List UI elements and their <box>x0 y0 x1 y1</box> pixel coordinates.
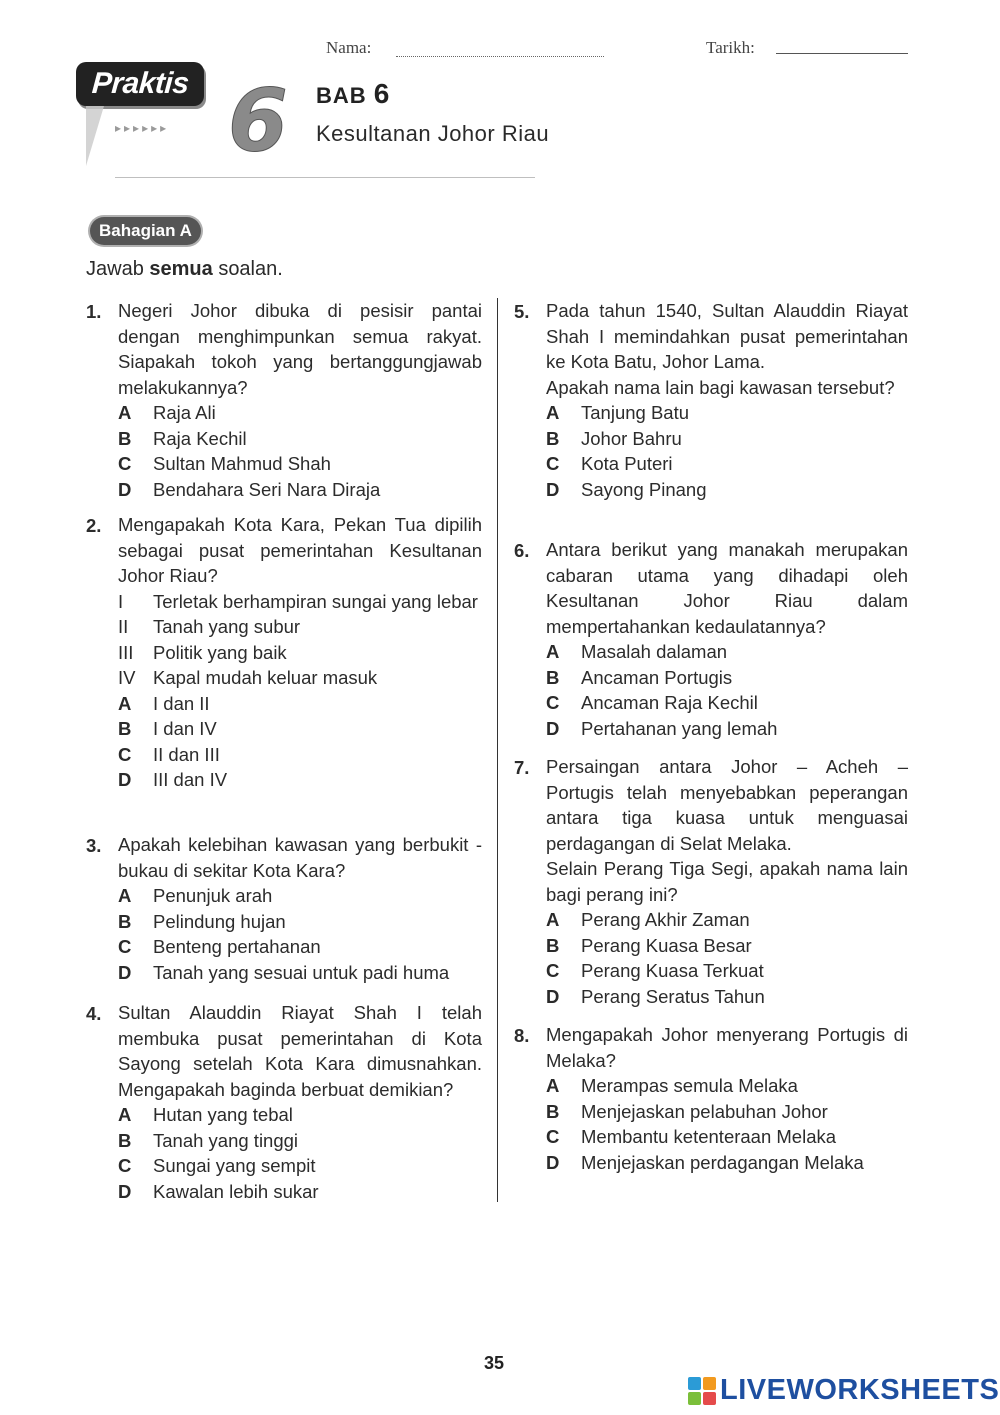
option-c[interactable] <box>546 690 908 716</box>
question-text: Negeri Johor dibuka di pesisir pantai dengan menghimpunkan semua rakyat. Siapakah tokoh yang bertanggungjawab melakukannya? <box>118 300 482 398</box>
option-text: Tanjung Batu <box>581 402 690 423</box>
question-text: Mengapakah Johor menyerang Portugis di Melaka? <box>546 1024 908 1071</box>
question-7 <box>514 754 908 1009</box>
bab-number: 6 <box>373 78 391 109</box>
option-text: Kawalan lebih sukar <box>153 1180 319 1202</box>
option-d[interactable] <box>546 984 908 1010</box>
option-b[interactable] <box>118 716 482 742</box>
option-d[interactable] <box>118 1179 482 1205</box>
option-label: B <box>118 718 132 739</box>
option-text: Menjejaskan pelabuhan Johor <box>581 1100 828 1122</box>
option-c[interactable] <box>546 958 908 984</box>
question-1 <box>86 298 482 502</box>
question-2 <box>86 512 482 793</box>
option-text: Perang Kuasa Besar <box>581 934 752 956</box>
option-text: Raja Kechil <box>153 427 247 449</box>
section-badge: Bahagian A <box>90 217 201 245</box>
option-label: B <box>118 427 132 449</box>
instruction-prefix: Jawab <box>86 258 144 280</box>
option-label: D <box>546 717 560 739</box>
question-5 <box>514 298 908 502</box>
question-number: 8. <box>514 1025 530 1046</box>
option-text: Perang Kuasa Terkuat <box>581 960 764 981</box>
option-label: A <box>546 641 560 662</box>
statement-iii <box>118 640 482 666</box>
option-label: C <box>546 1126 560 1147</box>
option-d[interactable] <box>118 767 482 793</box>
option-a[interactable] <box>546 400 908 426</box>
question-number: 1. <box>86 301 102 322</box>
column-divider <box>497 298 498 1202</box>
option-text: I dan IV <box>153 718 217 739</box>
option-a[interactable] <box>546 907 908 933</box>
name-label: Nama: <box>326 38 372 57</box>
option-a[interactable] <box>118 883 482 909</box>
option-text: Johor Bahru <box>581 427 682 449</box>
option-text: Raja Ali <box>153 402 216 423</box>
option-text: Menjejaskan perdagangan Melaka <box>581 1151 864 1173</box>
statement-text: Kapal mudah keluar masuk <box>153 667 378 688</box>
header-divider <box>115 177 535 178</box>
option-d[interactable] <box>546 477 908 503</box>
question-number: 7. <box>514 757 530 778</box>
question-text-2: Apakah nama lain bagi kawasan tersebut? <box>546 376 895 398</box>
question-number: 4. <box>86 1003 102 1024</box>
option-label: D <box>546 985 560 1007</box>
bab-title <box>316 78 390 110</box>
question-number: 3. <box>86 835 102 856</box>
option-label: C <box>546 692 560 713</box>
option-b[interactable] <box>546 1099 908 1125</box>
option-text: Merampas semula Melaka <box>581 1075 798 1096</box>
bab-label: BAB <box>316 83 367 108</box>
option-b[interactable] <box>118 426 482 452</box>
option-text: II dan III <box>153 743 220 765</box>
statement-iv <box>118 665 482 691</box>
option-a[interactable] <box>118 1102 482 1128</box>
option-label: B <box>118 910 132 932</box>
name-input-line[interactable] <box>396 56 604 57</box>
option-label: C <box>118 743 132 765</box>
option-label: B <box>546 427 560 449</box>
option-a[interactable] <box>118 400 482 426</box>
option-label: A <box>546 1075 560 1096</box>
option-text: Penunjuk arah <box>153 885 273 906</box>
option-label: D <box>546 478 560 500</box>
question-text: Pada tahun 1540, Sultan Alauddin Riayat Shah I memindahkan pusat pemerintahan ke Kota Batu, Johor Lama. <box>546 300 908 372</box>
option-text: Pertahanan yang lemah <box>581 717 778 739</box>
liveworksheets-brand[interactable] <box>688 1374 999 1407</box>
option-c[interactable] <box>118 742 482 768</box>
option-d[interactable] <box>546 716 908 742</box>
option-label: A <box>546 909 560 930</box>
option-c[interactable] <box>546 451 908 477</box>
option-text: III dan IV <box>153 769 228 790</box>
question-number: 5. <box>514 301 530 322</box>
option-text: Perang Seratus Tahun <box>581 985 765 1007</box>
option-text: Tanah yang tinggi <box>153 1129 299 1151</box>
option-label: C <box>118 453 132 474</box>
option-text: Kota Puteri <box>581 453 673 474</box>
option-label: A <box>118 1104 132 1125</box>
option-label: C <box>546 453 560 474</box>
statement-text: Tanah yang subur <box>153 616 301 637</box>
chapter-title: Kesultanan Johor Riau <box>316 121 550 146</box>
statement-label: III <box>118 641 134 663</box>
option-a[interactable] <box>546 1073 908 1099</box>
statement-label: I <box>118 590 124 612</box>
question-number: 2. <box>86 515 102 536</box>
option-label: B <box>546 666 560 688</box>
option-text: Masalah dalaman <box>581 641 728 662</box>
statement-ii <box>118 614 482 640</box>
statement-label: IV <box>118 667 136 688</box>
instruction <box>86 258 283 281</box>
option-d[interactable] <box>118 960 482 986</box>
praktis-badge-text: Praktis <box>90 67 190 100</box>
option-text: Ancaman Portugis <box>581 666 733 688</box>
date-input-line[interactable] <box>776 53 908 54</box>
option-text: Hutan yang tebal <box>153 1104 293 1125</box>
question-text: Persaingan antara Johor – Acheh – Portugis telah menyebabkan peperangan antara tiga kuasa untuk menguasai perdagangan di Selat Melaka. <box>546 756 908 854</box>
question-text-2: Selain Perang Tiga Segi, apakah nama lain bagi perang ini? <box>546 858 908 905</box>
option-c[interactable] <box>118 451 482 477</box>
question-3 <box>86 832 482 985</box>
statement-label: II <box>118 616 129 637</box>
option-label: D <box>118 961 132 983</box>
option-d[interactable] <box>118 477 482 503</box>
badge-wedge-decoration <box>86 106 104 166</box>
question-8 <box>514 1022 908 1175</box>
option-label: A <box>546 402 560 423</box>
question-number: 6. <box>514 540 530 561</box>
praktis-badge <box>76 62 204 106</box>
option-text: I dan II <box>153 692 210 714</box>
question-text: Antara berikut yang manakah merupakan cabaran utama yang dihadapi oleh Kesultanan Johor Riau dalam mempertahankan kedaulatannya? <box>546 539 908 637</box>
question-4 <box>86 1000 482 1204</box>
question-6 <box>514 537 908 741</box>
option-label: D <box>118 478 132 500</box>
option-text: Tanah yang sesuai untuk padi huma <box>153 961 450 983</box>
arrow-decoration-icon: ▸▸▸▸▸▸ <box>115 121 170 135</box>
option-text: Benteng pertahanan <box>153 936 321 957</box>
option-b[interactable] <box>118 909 482 935</box>
option-text: Pelindung hujan <box>153 910 286 932</box>
option-b[interactable] <box>546 665 908 691</box>
option-text: Perang Akhir Zaman <box>581 909 750 930</box>
option-text: Ancaman Raja Kechil <box>581 692 758 713</box>
option-d[interactable] <box>546 1150 908 1176</box>
option-label: C <box>118 1155 132 1176</box>
option-text: Sayong Pinang <box>581 478 707 500</box>
option-text: Sungai yang sempit <box>153 1155 316 1176</box>
option-b[interactable] <box>546 933 908 959</box>
option-label: C <box>118 936 132 957</box>
option-label: A <box>118 402 132 423</box>
question-text: Apakah kelebihan kawasan yang berbukit -bukau di sekitar Kota Kara? <box>118 834 482 881</box>
statement-text: Politik yang baik <box>153 641 287 663</box>
statement-i <box>118 589 482 615</box>
statement-text: Terletak berhampiran sungai yang lebar <box>153 590 478 612</box>
option-label: B <box>546 934 560 956</box>
option-c[interactable] <box>118 1153 482 1179</box>
instruction-bold: semua <box>149 258 213 280</box>
brand-text: LIVEWORKSHEETS <box>720 1374 1000 1406</box>
date-label: Tarikh: <box>706 38 755 57</box>
option-label: D <box>118 1180 132 1202</box>
question-text: Mengapakah Kota Kara, Pekan Tua dipilih sebagai pusat pemerintahan Kesultanan Johor Riau? <box>118 514 482 586</box>
question-text: Sultan Alauddin Riayat Shah I telah membuka pusat pemerintahan di Kota Sayong setelah Kota Kara dimusnahkan. Mengapakah baginda berbuat demikian? <box>118 1002 482 1100</box>
liveworksheets-logo-icon <box>688 1377 716 1405</box>
option-label: C <box>546 960 560 981</box>
chapter-number: 6 <box>228 71 288 171</box>
option-c[interactable] <box>118 934 482 960</box>
option-text: Membantu ketenteraan Melaka <box>581 1126 837 1147</box>
option-label: A <box>118 885 132 906</box>
option-label: D <box>546 1151 560 1173</box>
option-c[interactable] <box>546 1124 908 1150</box>
option-text: Bendahara Seri Nara Diraja <box>153 478 381 500</box>
option-text: Sultan Mahmud Shah <box>153 453 331 474</box>
option-label: A <box>118 692 132 714</box>
option-label: B <box>118 1129 132 1151</box>
option-label: D <box>118 769 132 790</box>
page-number: 35 <box>484 1353 505 1373</box>
option-a[interactable] <box>546 639 908 665</box>
option-b[interactable] <box>118 1128 482 1154</box>
instruction-suffix: soalan. <box>218 258 283 280</box>
option-a[interactable] <box>118 691 482 717</box>
option-b[interactable] <box>546 426 908 452</box>
option-label: B <box>546 1100 560 1122</box>
